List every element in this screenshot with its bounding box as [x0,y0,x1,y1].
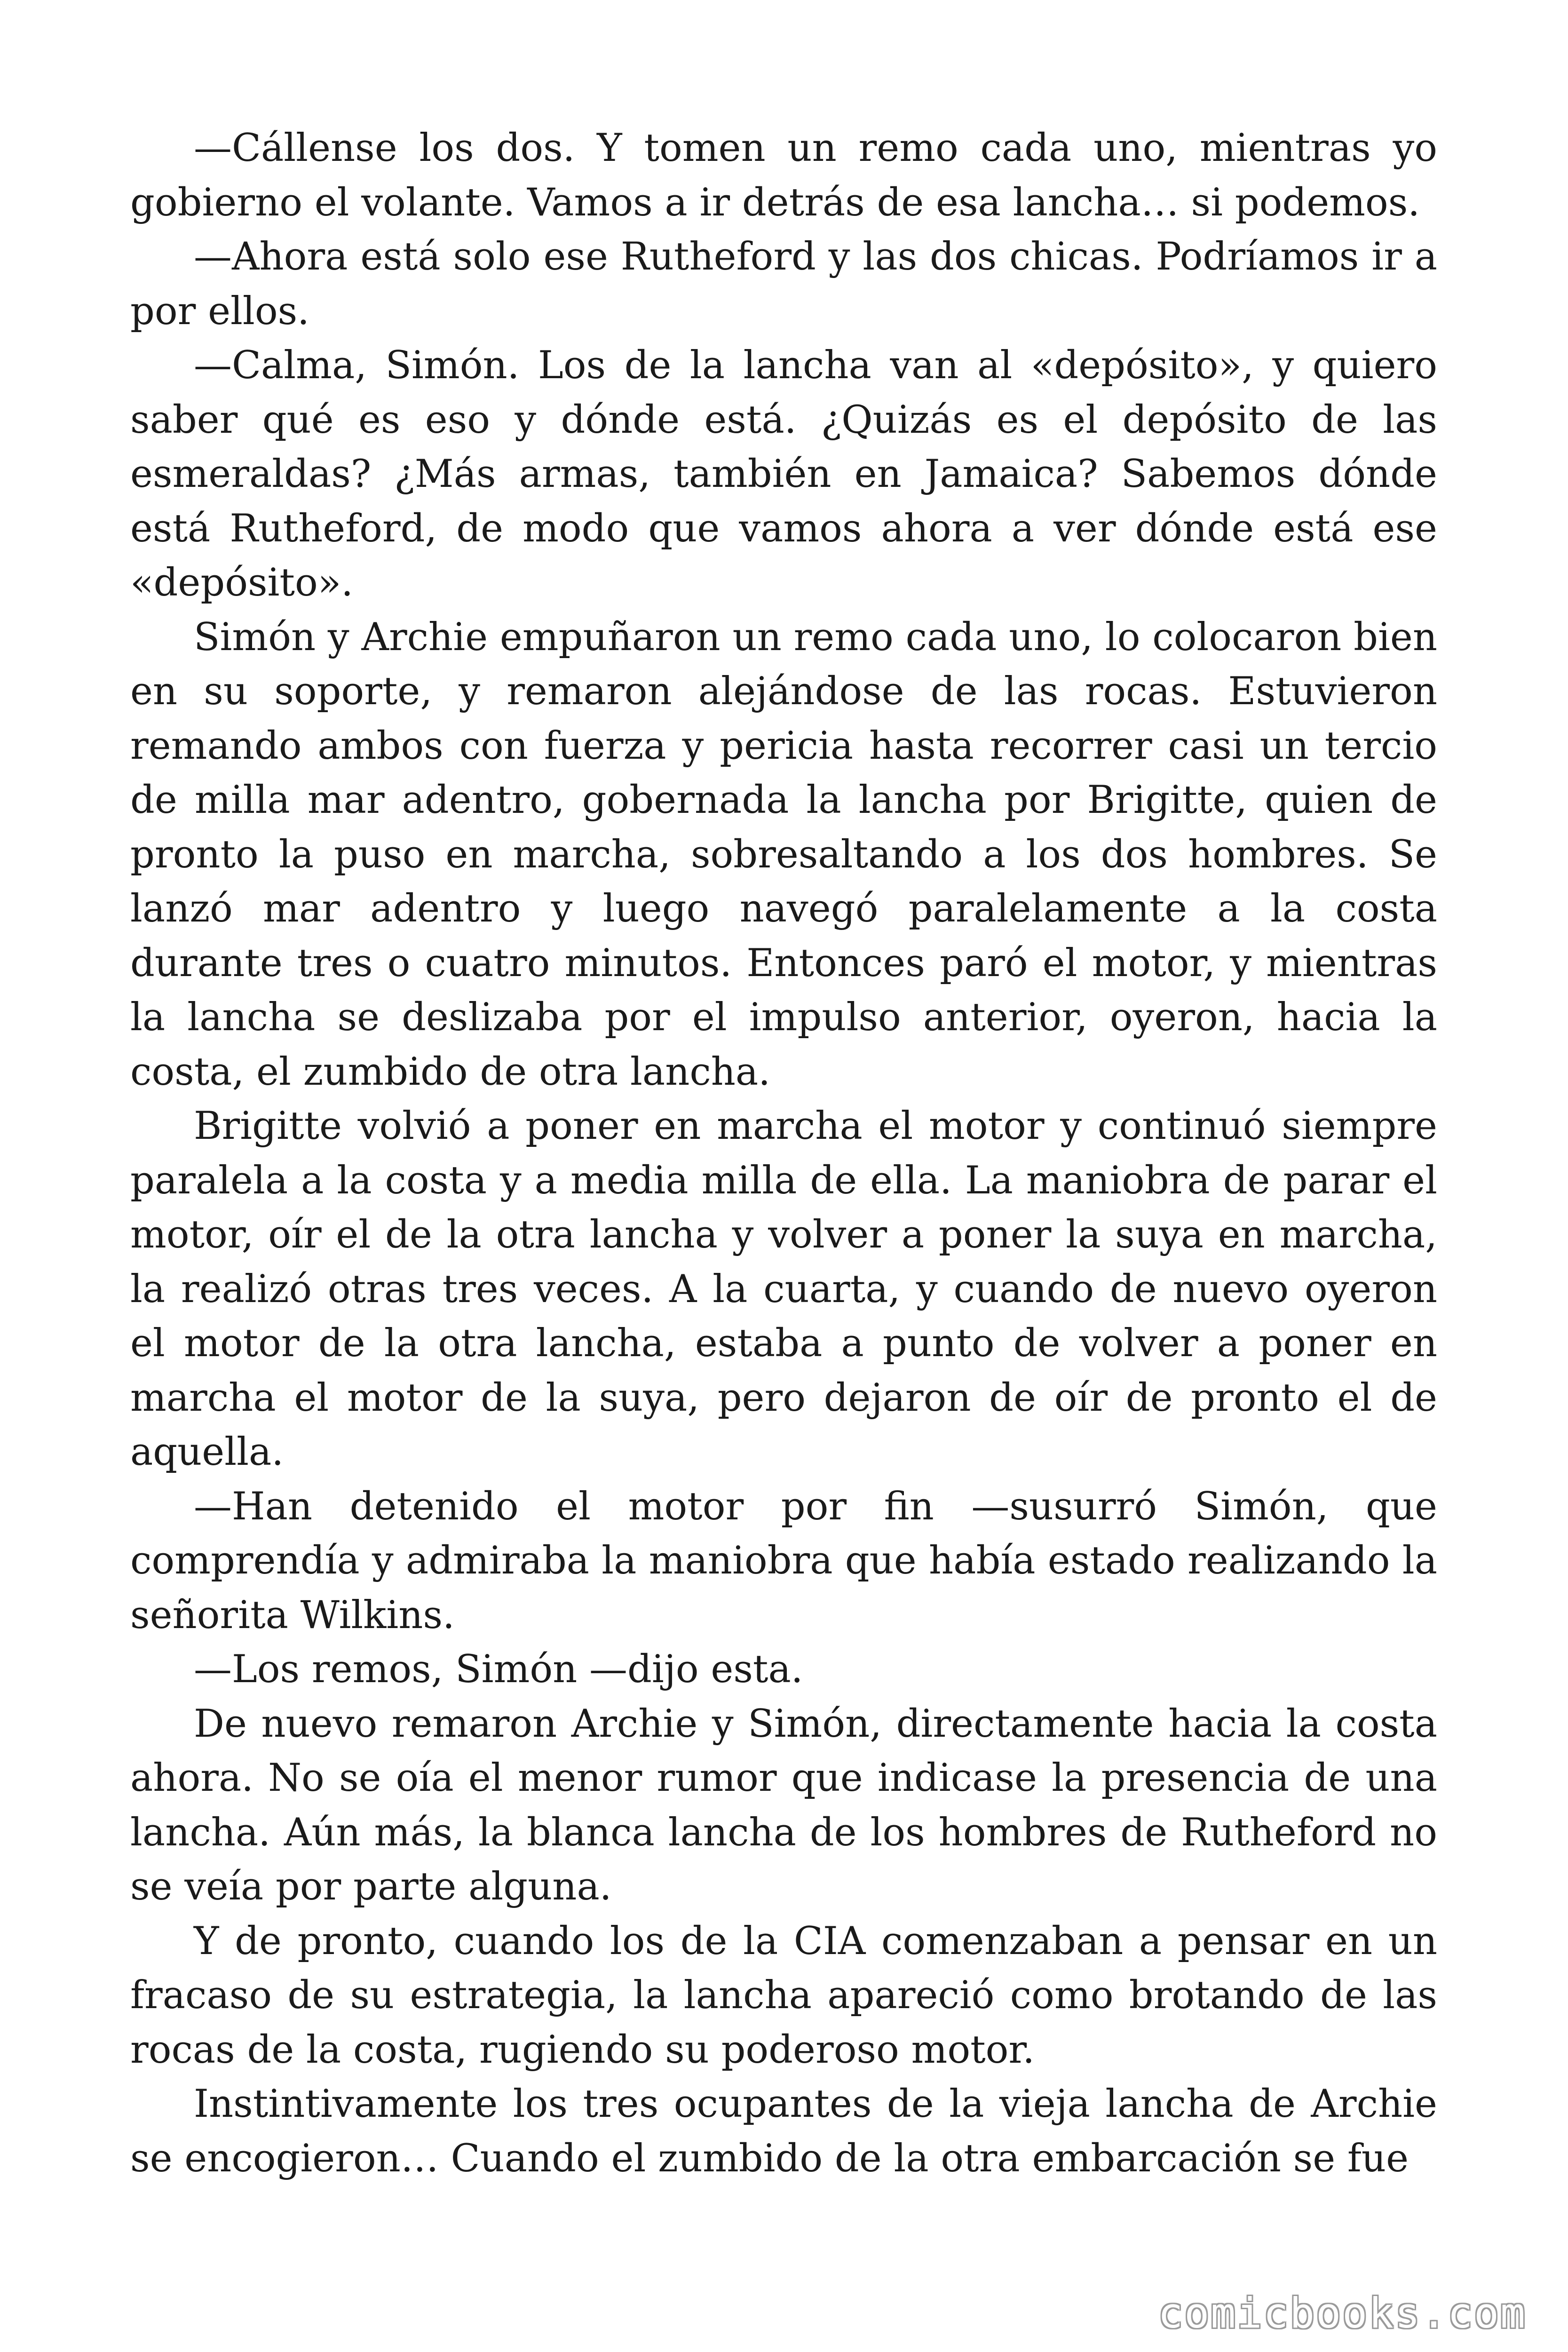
paragraph: Simón y Archie empuñaron un remo cada uno, lo colocaron bien en su soporte, y remaron alejándose de las rocas. Estuvieron remando ambos con fuerza y pericia hasta recorrer casi un tercio de milla mar adentro, gobernada la lancha por Brigitte, quien de pronto la puso en marcha, sobresaltando a los dos hombres. Se lanzó mar adentro y luego navegó paralelamente a la costa durante tres o cuatro minutos. Entonces paró el motor, y mientras la lancha se deslizaba por el impulso anterior, oyeron, hacia la costa, el zumbido de otra lancha. [130,615,1437,1094]
paragraph: —Han detenido el motor por fin —susurró Simón, que comprendía y admiraba la maniobra que había estado realizando la señorita Wilkins. [130,1484,1437,1637]
watermark: comicbooks.com [1158,2289,1527,2337]
paragraph: —Los remos, Simón —dijo esta. [194,1647,803,1692]
paragraph: Brigitte volvió a poner en marcha el motor y continuó siempre paralela a la costa y a media milla de ella. La maniobra de parar el motor, oír el de la otra lancha y volver a poner la suya en marcha, la realizó otras tres veces. A la cuarta, y cuando de nuevo oyeron el motor de la otra lancha, estaba a punto de volver a poner en marcha el motor de la suya, pero dejaron de oír de pronto el de aquella. [130,1104,1437,1474]
paragraph: —Cállense los dos. Y tomen un remo cada uno, mientras yo gobierno el volante. Vamos a ir detrás de esa lancha… si podemos. [130,126,1437,225]
paragraph: De nuevo remaron Archie y Simón, directamente hacia la costa ahora. No se oía el menor rumor que indicase la presencia de una lancha. Aún más, la blanca lancha de los hombres de Rutheford no se veía por parte alguna. [130,1701,1437,1909]
paragraph: Instintivamente los tres ocupantes de la vieja lancha de Archie se encogieron… Cuando el zumbido de la otra embarcación se fue [130,2082,1437,2181]
paragraph: —Ahora está solo ese Rutheford y las dos chicas. Podríamos ir a por ellos. [130,235,1437,334]
page-text-body [130,121,1437,2186]
paragraph: Y de pronto, cuando los de la CIA comenzaban a pensar en un fracaso de su estrategia, la lancha apareció como brotando de las rocas de la costa, rugiendo su poderoso motor. [130,1919,1437,2072]
paragraph: —Calma, Simón. Los de la lancha van al «depósito», y quiero saber qué es eso y dónde está. ¿Quizás es el depósito de las esmeraldas? ¿Más armas, también en Jamaica? Sabemos dónde está Rutheford, de modo que vamos ahora a ver dónde está ese «depósito». [130,343,1437,605]
